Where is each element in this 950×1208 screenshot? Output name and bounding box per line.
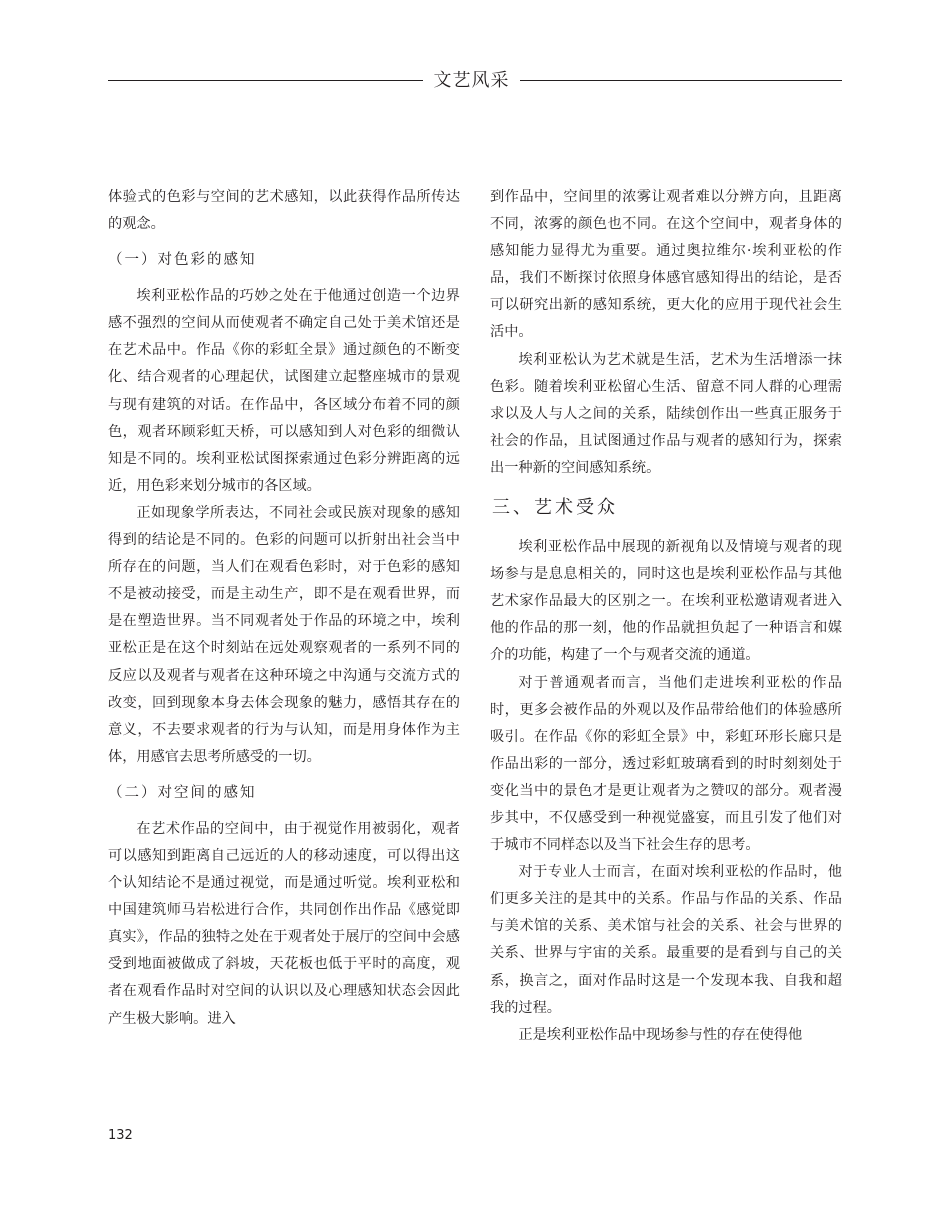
header-rule-left xyxy=(108,80,423,81)
subheading-color-perception: （一）对色彩的感知 xyxy=(108,252,257,269)
right-paragraph-6: 正是埃利亚松作品中现场参与性的存在使得他 xyxy=(518,1026,803,1043)
left-paragraph-2: 埃利亚松作品的巧妙之处在于他通过创造一个边界感不强烈的空间从而使观者不确定自己处于美术馆还是在艺术品中。作品《你的彩虹全景》通过颜色的不断变化、结合观者的心理起伏，试图建立起整座城市的景观与现有建筑的对话。在作品中，各区域分布着不同的颜色，观者环顾彩虹天桥，可以感知到人对色彩的细微认知是不同的。埃利亚松试图探索通过色彩分辨距离的远近，用色彩来划分城市的各区域。 xyxy=(108,288,460,494)
right-paragraph-5: 对于专业人士而言，在面对埃利亚松的作品时，他们更多关注的是其中的关系。作品与作品的关系、作品与美术馆的关系、美术馆与社会的关系、社会与世界的关系、世界与宇宙的关系。最重要的是看到与自己的关系，换言之，面对作品时这是一个发现本我、自我和超我的过程。 xyxy=(490,864,842,1016)
header-rule-right xyxy=(520,80,842,81)
right-paragraph-2: 埃利亚松认为艺术就是生活，艺术为生活增添一抹色彩。随着埃利亚松留心生活、留意不同人群的心理需求以及人与人之间的关系，陆续创作出一些真正服务于社会的作品，且试图通过作品与观者的感知行为，探索出一种新的空间感知系统。 xyxy=(490,351,842,476)
running-header xyxy=(108,66,842,96)
right-paragraph-1: 到作品中，空间里的浓雾让观者难以分辨方向，且距离不同，浓雾的颜色也不同。在这个空间中，观者身体的感知能力显得尤为重要。通过奥拉维尔·埃利亚松的作品，我们不断探讨依照身体感官感知得出的结论，是否可以研究出新的感知系统，更大化的应用于现代社会生活中。 xyxy=(490,189,842,341)
right-paragraph-3: 埃利亚松作品中展现的新视角以及情境与观者的现场参与是息息相关的，同时这也是埃利亚松作品与其他艺术家作品最大的区别之一。在埃利亚松邀请观者进入他的作品的那一刻，他的作品就担负起了一种语言和媒介的功能，构建了一个与观者交流的通道。 xyxy=(490,539,842,664)
left-paragraph-3: 正如现象学所表达，不同社会或民族对现象的感知得到的结论是不同的。色彩的问题可以折射出社会当中所存在的问题，当人们在观看色彩时，对于色彩的感知不是被动接受，而是主动生产，即不是在观看世界，而是在塑造世界。当不同观者处于作品的环境之中，埃利亚松正是在这个时刻站在远处观察观者的一系列不同的反应以及观者与观者在这种环境之中沟通与交流方式的改变，回到现象本身去体会现象的魅力，感悟其存在的意义，不去要求观者的行为与认知，而是用身体作为主体，用感官去思考所感受的一切。 xyxy=(108,504,460,765)
right-column xyxy=(490,184,842,1049)
section-heading-audience: 三、艺术受众 xyxy=(492,497,618,519)
page-number: 132 xyxy=(108,1128,133,1143)
right-paragraph-4: 对于普通观者而言，当他们走进埃利亚松的作品时，更多会被作品的外观以及作品带给他们的体验感所吸引。在作品《你的彩虹全景》中，彩虹环形长廊只是作品出彩的一部分，透过彩虹玻璃看到的时时刻刻处于变化当中的景色才是更让观者为之赞叹的部分。观者漫步其中，不仅感受到一种视觉盛宴，而且引发了他们对于城市不同样态以及当下社会生存的思考。 xyxy=(490,674,842,854)
subheading-space-perception: （二）对空间的感知 xyxy=(108,784,257,801)
header-title: 文艺风采 xyxy=(433,70,510,91)
left-paragraph-1: 体验式的色彩与空间的艺术感知，以此获得作品所传达的观念。 xyxy=(108,189,460,233)
left-paragraph-4: 在艺术作品的空间中，由于视觉作用被弱化，观者可以感知到距离自己远近的人的移动速度，可以得出这个认知结论不是通过视觉，而是通过听觉。埃利亚松和中国建筑师马岩松进行合作，共同创作出作品《感觉即真实》，作品的独特之处在于观者处于展厅的空间中会感受到地面被做成了斜坡，天花板也低于平时的高度，观者在观看作品时对空间的认识以及心理感知状态会因此产生极大影响。进入 xyxy=(108,820,460,1027)
left-column xyxy=(108,184,460,1033)
